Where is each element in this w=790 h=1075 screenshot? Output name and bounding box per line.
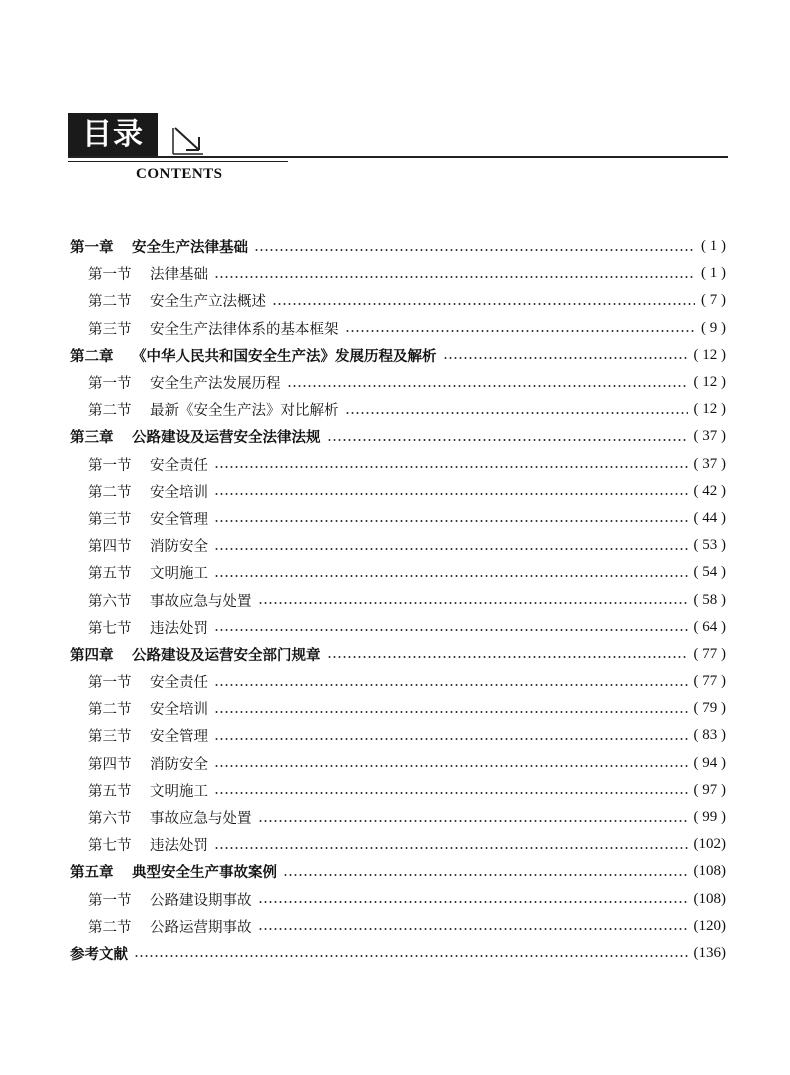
toc-entry-page: ( 37 )	[693, 455, 726, 472]
toc-entry-page: (102)	[693, 836, 726, 853]
dot-leader	[214, 711, 688, 713]
toc-entry-number: 第二节	[88, 702, 132, 719]
toc-entry-page: ( 1 )	[701, 265, 726, 282]
toc-entry-number: 第四节	[88, 756, 132, 773]
toc-section-row[interactable]	[70, 913, 726, 940]
toc-entry-number: 第一节	[88, 267, 132, 284]
toc-entry-page: ( 94 )	[693, 754, 726, 771]
toc-entry-label	[88, 698, 208, 719]
toc-entry-title: 公路运营期事故	[150, 919, 252, 936]
toc-entry-page: ( 7 )	[701, 292, 726, 309]
dot-leader	[214, 575, 688, 577]
toc-entry-title: 最新《安全生产法》对比解析	[150, 403, 339, 420]
dot-leader	[345, 412, 688, 414]
toc-header	[68, 113, 728, 188]
toc-entry-page: ( 12 )	[693, 374, 726, 391]
toc-entry-label	[70, 426, 321, 447]
dot-leader	[214, 792, 688, 794]
toc-entry-label	[70, 236, 248, 257]
toc-entry-number: 第一节	[88, 457, 132, 474]
toc-section-row[interactable]	[70, 369, 726, 396]
toc-entry-label	[88, 590, 252, 611]
toc-entry-number: 第三章	[70, 429, 114, 447]
toc-entry-number: 第七节	[88, 620, 132, 637]
toc-entry-number: 第六节	[88, 811, 132, 828]
toc-entry-title: 违法处罚	[150, 620, 208, 637]
toc-entry-number: 第二节	[88, 403, 132, 420]
toc-entry-page: ( 79 )	[693, 700, 726, 717]
toc-entry-page: ( 77 )	[693, 673, 726, 690]
toc-section-row[interactable]	[70, 614, 726, 641]
toc-entry-label	[88, 916, 252, 937]
toc-entry-page: (136)	[693, 944, 726, 961]
toc-entry-page: ( 9 )	[701, 319, 726, 336]
toc-section-row[interactable]	[70, 505, 726, 532]
arrow-down-right-icon	[171, 125, 205, 155]
toc-entry-title: 违法处罚	[150, 838, 208, 855]
toc-section-row[interactable]	[70, 668, 726, 695]
table-of-contents	[70, 233, 726, 967]
toc-entry-page: ( 44 )	[693, 509, 726, 526]
toc-entry-label	[70, 943, 128, 964]
toc-entry-page: (108)	[693, 890, 726, 907]
toc-section-row[interactable]	[70, 260, 726, 287]
dot-leader	[345, 330, 696, 332]
toc-entry-page: ( 12 )	[693, 401, 726, 418]
dot-leader	[214, 629, 688, 631]
toc-entry-title: 公路建设及运营安全部门规章	[132, 646, 321, 664]
toc-entry-title: 安全生产法律体系的基本框架	[150, 321, 339, 338]
toc-section-row[interactable]	[70, 695, 726, 722]
toc-entry-number: 第五节	[88, 566, 132, 583]
dot-leader	[272, 303, 695, 305]
toc-entry-title: 事故应急与处置	[150, 593, 252, 610]
toc-entry-label	[88, 780, 208, 801]
toc-entry-number: 第二章	[70, 347, 114, 365]
toc-chapter-row[interactable]	[70, 641, 726, 668]
toc-entry-page: ( 77 )	[693, 645, 726, 662]
toc-entry-number: 第三节	[88, 729, 132, 746]
toc-entry-title: 公路建设期事故	[150, 892, 252, 909]
dot-leader	[327, 439, 688, 441]
toc-entry-number: 第二节	[88, 294, 132, 311]
toc-entry-number: 第一节	[88, 892, 132, 909]
toc-entry-number: 第五章	[70, 864, 114, 882]
toc-entry-page: ( 1 )	[701, 238, 726, 255]
dot-leader	[214, 765, 688, 767]
dot-leader	[134, 955, 688, 957]
toc-section-row[interactable]	[70, 831, 726, 858]
toc-entry-label	[70, 644, 321, 665]
toc-section-row[interactable]	[70, 559, 726, 586]
dot-leader	[214, 466, 688, 468]
toc-entry-label	[70, 345, 437, 366]
dot-leader	[254, 249, 695, 251]
toc-entry-label	[88, 807, 252, 828]
toc-entry-number: 第一章	[70, 239, 114, 257]
toc-entry-title: 安全培训	[150, 702, 208, 719]
toc-entry-number: 第三节	[88, 511, 132, 528]
toc-entry-title: 事故应急与处置	[150, 811, 252, 828]
dot-leader	[214, 684, 688, 686]
dot-leader	[327, 656, 688, 658]
toc-section-row[interactable]	[70, 451, 726, 478]
toc-entry-number: 第四章	[70, 646, 114, 664]
toc-section-row[interactable]	[70, 287, 726, 314]
toc-entry-title: 安全管理	[150, 511, 208, 528]
dot-leader	[214, 847, 688, 849]
dot-leader	[214, 548, 688, 550]
toc-entry-page: ( 99 )	[693, 809, 726, 826]
toc-entry-title: 安全责任	[150, 675, 208, 692]
toc-entry-title: 参考文献	[70, 945, 128, 963]
toc-entry-title: 典型安全生产事故案例	[132, 864, 277, 882]
dot-leader	[214, 520, 688, 522]
toc-section-row[interactable]	[70, 750, 726, 777]
toc-section-row[interactable]	[70, 396, 726, 423]
toc-entry-label	[88, 725, 208, 746]
toc-entry-label	[88, 889, 252, 910]
dot-leader	[214, 738, 688, 740]
toc-entry-label	[88, 562, 208, 583]
toc-chapter-row[interactable]	[70, 342, 726, 369]
toc-entry-page: ( 53 )	[693, 537, 726, 554]
toc-section-row[interactable]	[70, 722, 726, 749]
toc-entry-number: 第二节	[88, 484, 132, 501]
toc-entry-label	[88, 454, 208, 475]
toc-entry-title: 安全培训	[150, 484, 208, 501]
toc-entry-title: 安全责任	[150, 457, 208, 474]
toc-entry-page: (108)	[693, 863, 726, 880]
toc-entry-label	[70, 861, 277, 882]
dot-leader	[283, 874, 688, 876]
toc-entry-label	[88, 372, 281, 393]
toc-chapter-row[interactable]	[70, 423, 726, 450]
toc-entry-label	[88, 318, 339, 339]
toc-entry-title: 安全生产立法概述	[150, 294, 266, 311]
toc-chapter-row[interactable]	[70, 233, 726, 260]
dot-leader	[258, 820, 688, 822]
toc-entry-title: 文明施工	[150, 566, 208, 583]
toc-entry-page: ( 12 )	[693, 346, 726, 363]
toc-entry-number: 第一节	[88, 376, 132, 393]
toc-section-row[interactable]	[70, 886, 726, 913]
toc-section-row[interactable]	[70, 315, 726, 342]
dot-leader	[258, 901, 688, 903]
toc-entry-number: 第一节	[88, 675, 132, 692]
toc-chapter-row[interactable]	[70, 940, 726, 967]
toc-entry-label	[88, 508, 208, 529]
toc-entry-label	[88, 399, 339, 420]
toc-section-row[interactable]	[70, 586, 726, 613]
dot-leader	[214, 276, 695, 278]
toc-section-row[interactable]	[70, 478, 726, 505]
toc-entry-number: 第六节	[88, 593, 132, 610]
toc-entry-title: 消防安全	[150, 756, 208, 773]
dot-leader	[258, 928, 688, 930]
toc-entry-page: ( 58 )	[693, 591, 726, 608]
toc-entry-page: ( 42 )	[693, 482, 726, 499]
toc-entry-title: 消防安全	[150, 539, 208, 556]
toc-entry-page: ( 83 )	[693, 727, 726, 744]
toc-entry-number: 第三节	[88, 321, 132, 338]
toc-entry-page: ( 64 )	[693, 618, 726, 635]
toc-entry-number: 第五节	[88, 783, 132, 800]
toc-entry-page: ( 37 )	[693, 428, 726, 445]
toc-entry-number: 第四节	[88, 539, 132, 556]
toc-entry-title: 公路建设及运营安全法律法规	[132, 429, 321, 447]
toc-entry-title: 安全生产法发展历程	[150, 376, 281, 393]
toc-section-row[interactable]	[70, 532, 726, 559]
toc-entry-title: 安全管理	[150, 729, 208, 746]
dot-leader	[443, 357, 688, 359]
dot-leader	[287, 385, 688, 387]
toc-entry-number: 第七节	[88, 838, 132, 855]
page-title: 目录	[68, 113, 158, 156]
toc-entry-label	[88, 290, 266, 311]
page-subtitle: CONTENTS	[136, 166, 223, 182]
toc-entry-number: 第二节	[88, 919, 132, 936]
toc-entry-label	[88, 753, 208, 774]
toc-entry-label	[88, 535, 208, 556]
toc-entry-label	[88, 617, 208, 638]
toc-section-row[interactable]	[70, 777, 726, 804]
header-rule-short	[68, 161, 288, 162]
toc-entry-title: 法律基础	[150, 267, 208, 284]
header-rule	[68, 156, 728, 158]
dot-leader	[214, 493, 688, 495]
toc-entry-title: 《中华人民共和国安全生产法》发展历程及解析	[132, 347, 437, 365]
toc-section-row[interactable]	[70, 804, 726, 831]
toc-entry-label	[88, 263, 208, 284]
toc-entry-label	[88, 834, 208, 855]
toc-entry-title: 文明施工	[150, 783, 208, 800]
toc-entry-page: ( 97 )	[693, 781, 726, 798]
toc-entry-page: (120)	[693, 917, 726, 934]
toc-entry-label	[88, 481, 208, 502]
toc-entry-title: 安全生产法律基础	[132, 239, 248, 257]
dot-leader	[258, 602, 688, 604]
toc-entry-label	[88, 671, 208, 692]
toc-entry-page: ( 54 )	[693, 564, 726, 581]
toc-chapter-row[interactable]	[70, 858, 726, 885]
